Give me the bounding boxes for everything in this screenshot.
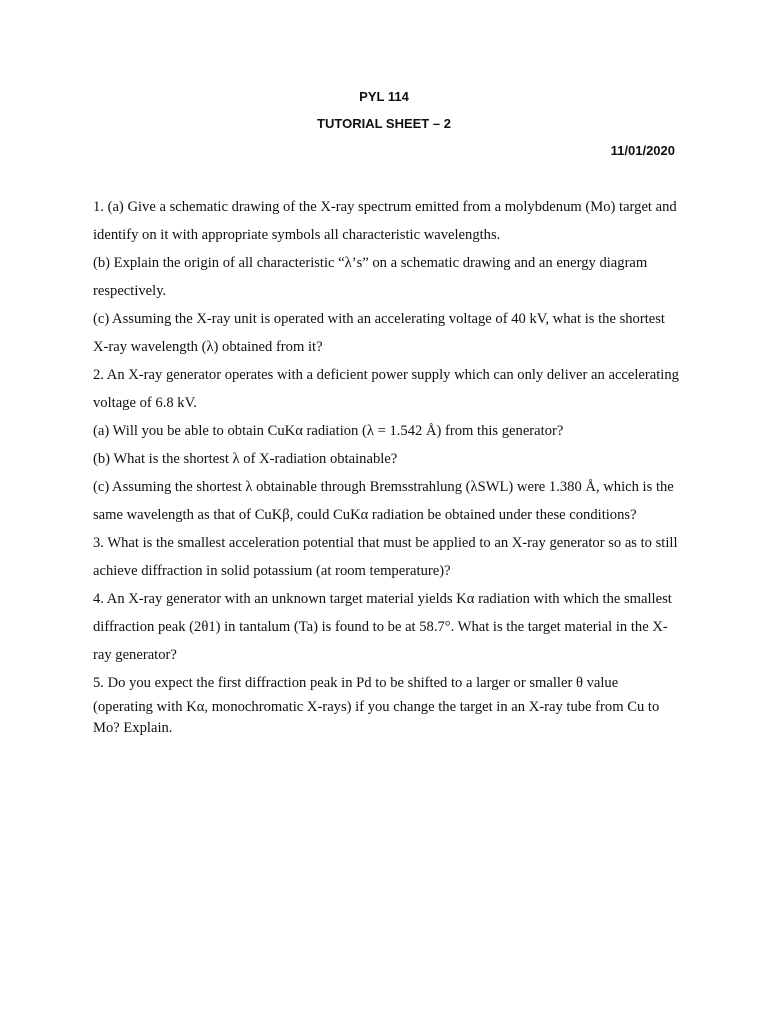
question-2: 2. An X-ray generator operates with a deficient power supply which can only deliver an accelerating voltage of 6.8 kV. (93, 367, 679, 411)
course-code: PYL 114 (359, 89, 409, 104)
sheet-title: TUTORIAL SHEET – 2 (317, 116, 451, 131)
sheet-date: 11/01/2020 (610, 143, 675, 158)
question-1b: (b) Explain the origin of all characteristic “λ’s” on a schematic drawing and an energy diagram respectively. (93, 255, 648, 299)
question-3: 3. What is the smallest acceleration potential that must be applied to an X-ray generator so as to still achieve diffraction in solid potassium (at room temperature)? (93, 535, 678, 579)
questions-list (93, 193, 683, 739)
question-5-continued: (operating with Kα, monochromatic X-rays) if you change the target in an X-ray tube from Cu to Mo? Explain. (93, 699, 660, 736)
question-1c: (c) Assuming the X-ray unit is operated with an accelerating voltage of 40 kV, what is the shortest X-ray wavelength (λ) obtained from it? (93, 311, 665, 355)
question-2a: (a) Will you be able to obtain CuKα radiation (λ = 1.542 Å) from this generator? (93, 423, 564, 439)
question-1a: 1. (a) Give a schematic drawing of the X-ray spectrum emitted from a molybdenum (Mo) target and identify on it with appropriate symbols all characteristic wavelengths. (93, 199, 677, 243)
question-2b: (b) What is the shortest λ of X-radiation obtainable? (93, 451, 398, 467)
question-2c: (c) Assuming the shortest λ obtainable through Bremsstrahlung (λSWL) were 1.380 Å, which is the same wavelength as that of CuKβ, could CuKα radiation be obtained under these conditions? (93, 479, 674, 523)
question-5: 5. Do you expect the first diffraction peak in Pd to be shifted to a larger or smaller θ value (93, 675, 619, 691)
question-4: 4. An X-ray generator with an unknown target material yields Kα radiation with which the smallest diffraction peak (2θ1) in tantalum (Ta) is found to be at 58.7°. What is the target material in the X-ray generator? (93, 591, 672, 663)
